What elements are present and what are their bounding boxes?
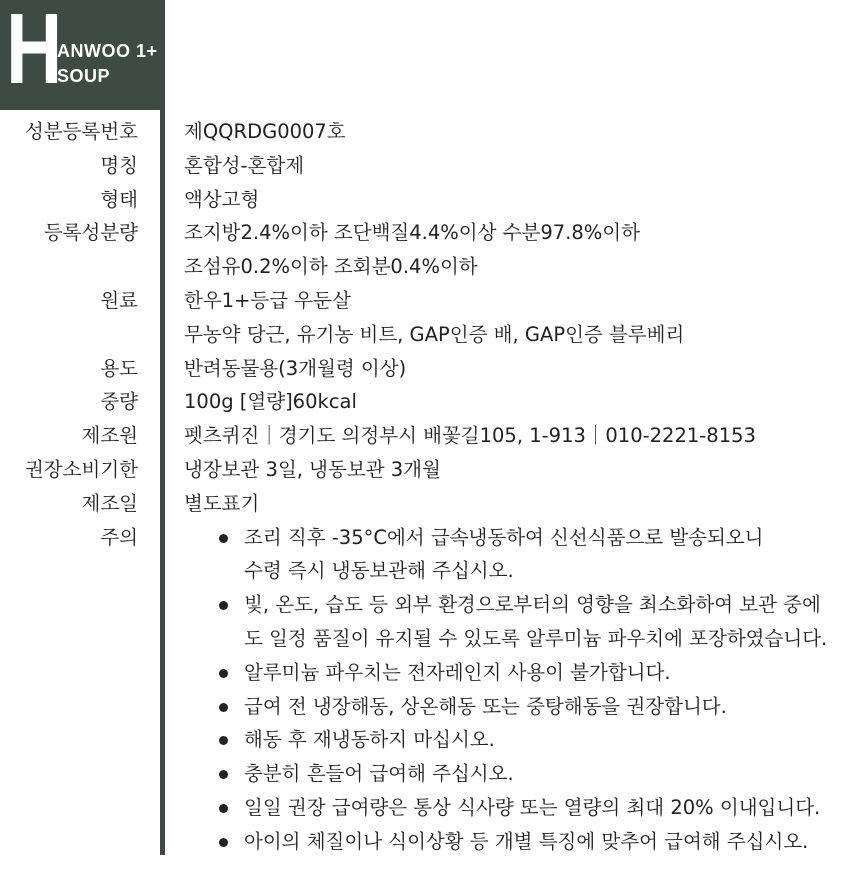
- label-usage: 용도: [100, 356, 138, 380]
- value-ingredients-line1: 조지방2.4%이하 조단백질4.4%이상 수분97.8%이하: [184, 221, 640, 245]
- label-manufacture-date: 제조일: [81, 491, 138, 515]
- caution-text: 아이의 체질이나 식이상황 등 개별 특징에 맞추어 급여해 주십시오.: [244, 829, 809, 853]
- value-usage: 반려동물용(3개월령 이상): [184, 356, 407, 380]
- value-raw-materials-line1: 한우1+등급 우둔살: [184, 288, 351, 312]
- caution-text: 빛, 온도, 습도 등 외부 환경으로부터의 영향을 최소화하여 보관 중에: [244, 593, 821, 617]
- caution-item: [214, 723, 827, 757]
- caution-text: 도 일정 품질이 유지될 수 있도록 알루미늄 파우치에 포장하였습니다.: [244, 626, 828, 650]
- label-blank: [25, 250, 138, 284]
- label-weight: 중량: [100, 390, 138, 414]
- caution-item: [214, 757, 827, 791]
- caution-item: [214, 656, 827, 690]
- label-column: [25, 115, 138, 554]
- value-column: [184, 115, 827, 859]
- value-raw-materials-line2: 무농약 당근, 유기농 비트, GAP인증 배, GAP인증 블루베리: [184, 322, 685, 346]
- caution-item: [214, 825, 827, 859]
- caution-item: [214, 521, 827, 589]
- value-manufacturer: 펫츠퀴진｜경기도 의정부시 배꽃길105, 1-913｜010-2221-8153: [184, 424, 756, 448]
- column-divider: [160, 110, 165, 855]
- label-manufacturer: 제조원: [81, 424, 138, 448]
- label-blank: [25, 318, 138, 352]
- value-manufacture-date: 별도표기: [184, 491, 260, 515]
- caution-list: [184, 521, 827, 859]
- value-ingredients-line2: 조섬유0.2%이하 조회분0.4%이하: [184, 255, 478, 279]
- label-registration-number: 성분등록번호: [24, 120, 138, 143]
- value-name: 혼합성-혼합제: [184, 153, 305, 177]
- label-form: 형태: [100, 187, 138, 211]
- logo-text-line2: SOUP: [57, 66, 111, 86]
- label-name: 명칭: [100, 153, 138, 177]
- label-best-before: 권장소비기한: [24, 457, 138, 481]
- caution-text: 일일 권장 급여량은 통상 식사량 또는 열량의 최대 20% 이내입니다.: [244, 795, 821, 819]
- value-registration-number: 제QQRDG0007호: [184, 120, 346, 143]
- value-weight: 100g [열량]60kcal: [184, 390, 357, 414]
- caution-text: 충분히 흔들어 급여해 주십시오.: [244, 762, 514, 786]
- caution-text: 수령 즉시 냉동보관해 주십시오.: [244, 559, 514, 583]
- caution-item: [214, 690, 827, 724]
- logo-text-line1: ANWOO 1+: [57, 41, 158, 61]
- value-form: 액상고형: [184, 187, 260, 211]
- value-best-before: 냉장보관 3일, 냉동보관 3개월: [184, 457, 441, 481]
- caution-text: 알루미늄 파우치는 전자레인지 사용이 불가합니다.: [244, 660, 671, 684]
- label-ingredients-amount: 등록성분량: [43, 221, 138, 245]
- label-caution: 주의: [100, 525, 138, 549]
- caution-text: 급여 전 냉장해동, 상온해동 또는 중탕해동을 권장합니다.: [244, 694, 727, 718]
- caution-item: [214, 588, 827, 656]
- caution-text: 조리 직후 -35°C에서 급속냉동하여 신선식품으로 발송되오니: [244, 525, 764, 549]
- caution-item: [214, 791, 827, 825]
- caution-text: 해동 후 재냉동하지 마십시오.: [244, 728, 495, 752]
- brand-logo: [0, 0, 165, 110]
- logo-letter: H: [6, 0, 63, 105]
- label-raw-materials: 원료: [100, 288, 138, 312]
